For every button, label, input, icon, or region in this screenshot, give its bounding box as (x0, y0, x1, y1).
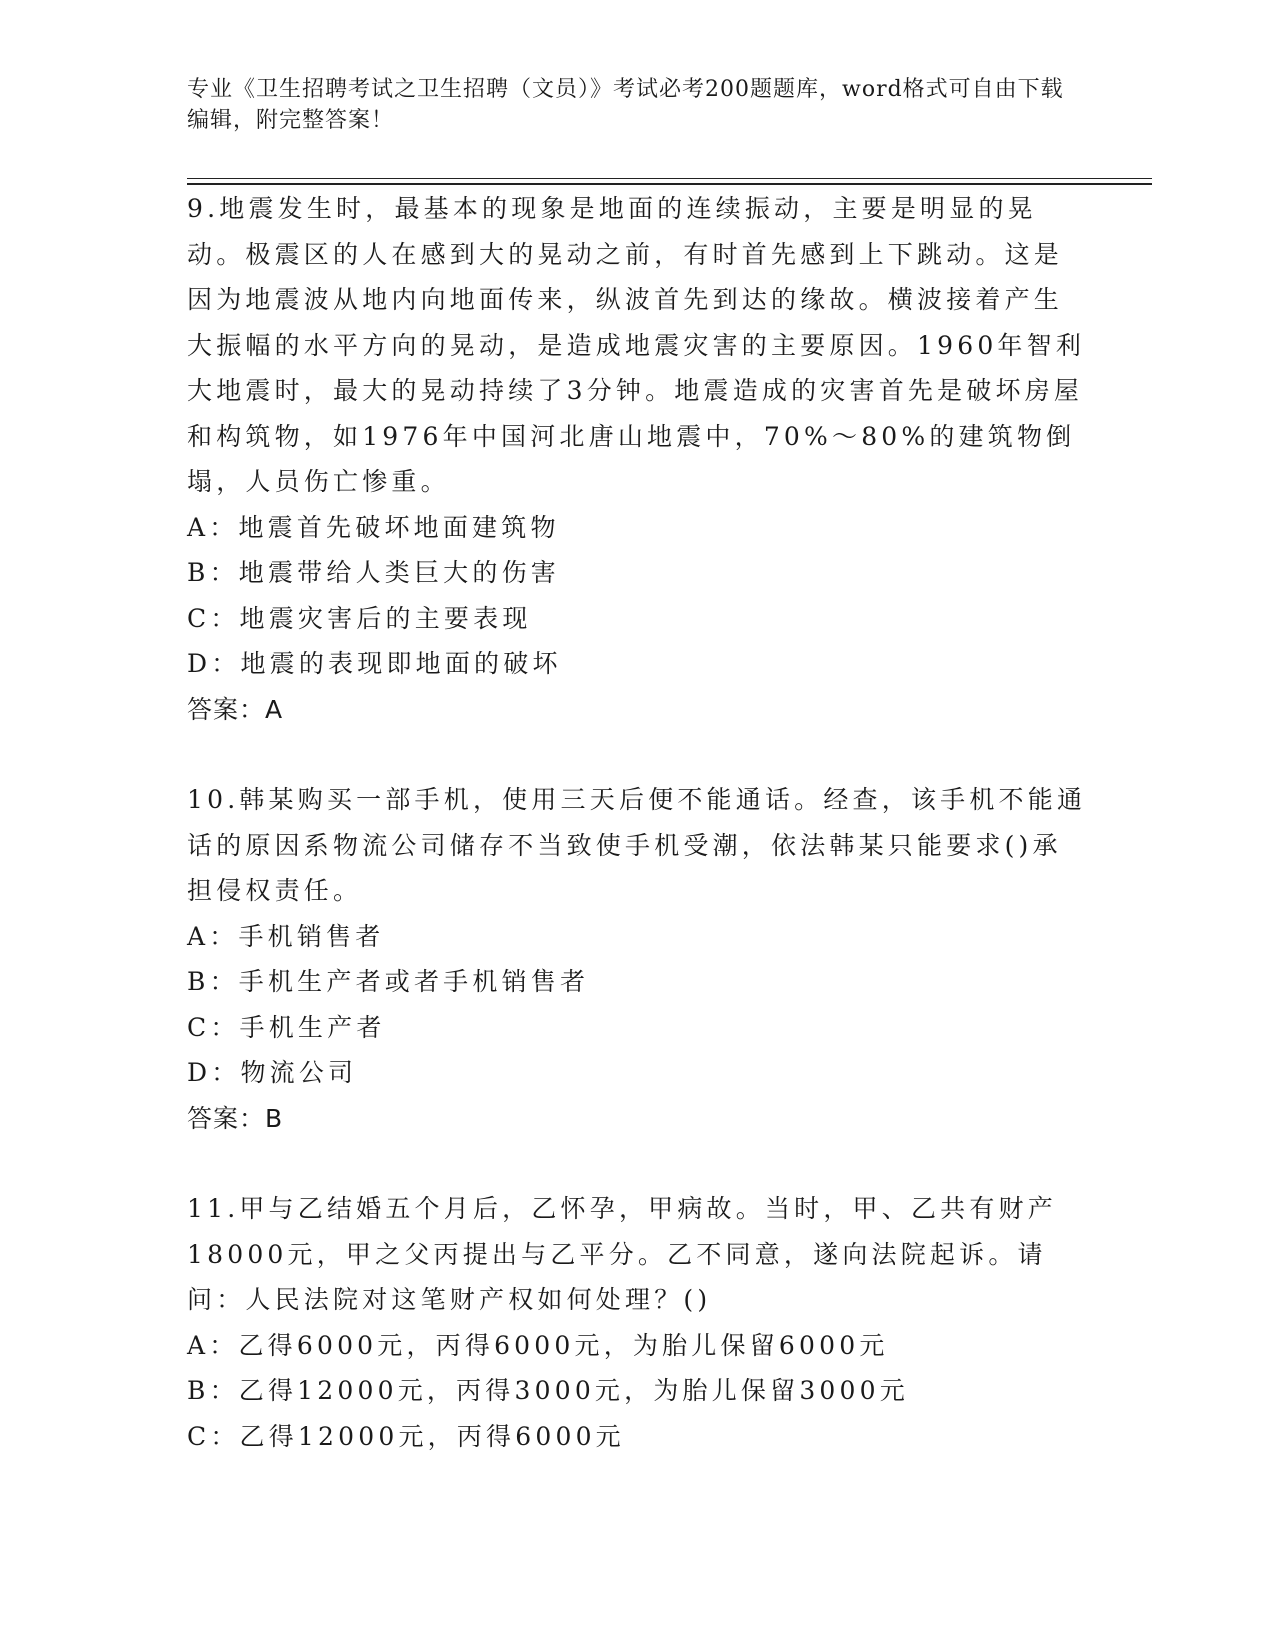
question-text: 9.地震发生时，最基本的现象是地面的连续振动，主要是明显的晃动。极震区的人在感到大的晃动之前，有时首先感到上下跳动。这是因为地震波从地内向地面传来，纵波首先到达的缘故。横波接着产生大振幅的水平方向的晃动，是造成地震灾害的主要原因。1960年智利大地震时，最大的晃动持续了3分钟。地震造成的灾害首先是破坏房屋和构筑物，如1976年中国河北唐山地震中，70%～80%的建筑物倒塌，人员伤亡惨重。 (187, 194, 1086, 496)
question-10 (187, 777, 1087, 1141)
document-header: 专业《卫生招聘考试之卫生招聘（文员）》考试必考200题题库，word格式可自由下载编辑，附完整答案！ (187, 77, 1064, 133)
option-c: C：手机生产者 (187, 1012, 386, 1042)
answer: 答案：B (187, 1103, 284, 1133)
header-rule-thin (187, 178, 1152, 179)
question-text: 11.甲与乙结婚五个月后，乙怀孕，甲病故。当时，甲、乙共有财产18000元，甲之父丙提出与乙平分。乙不同意，遂向法院起诉。请问：人民法院对这笔财产权如何处理？() (187, 1194, 1057, 1314)
answer: 答案：A (187, 694, 284, 724)
question-list (187, 186, 1087, 1459)
option-a: A：手机销售者 (187, 921, 385, 951)
question-11 (187, 1186, 1087, 1459)
header-rule-thick (187, 183, 1152, 185)
option-d: D：物流公司 (187, 1058, 358, 1087)
option-a: A：地震首先破坏地面建筑物 (187, 512, 560, 542)
option-b: B：手机生产者或者手机销售者 (187, 967, 590, 996)
question-text: 10.韩某购买一部手机，使用三天后便不能通话。经查，该手机不能通话的原因系物流公司储存不当致使手机受潮，依法韩某只能要求()承担侵权责任。 (187, 785, 1087, 905)
option-c: C：乙得12000元，丙得6000元 (187, 1421, 625, 1451)
option-b: B：乙得12000元，丙得3000元，为胎儿保留3000元 (187, 1376, 909, 1405)
spacer (187, 1141, 1087, 1186)
option-b: B：地震带给人类巨大的伤害 (187, 558, 560, 587)
question-9 (187, 186, 1087, 732)
option-a: A：乙得6000元，丙得6000元，为胎儿保留6000元 (187, 1330, 889, 1360)
spacer (187, 732, 1087, 777)
option-c: C：地震灾害后的主要表现 (187, 603, 532, 633)
option-d: D：地震的表现即地面的破坏 (187, 649, 562, 678)
